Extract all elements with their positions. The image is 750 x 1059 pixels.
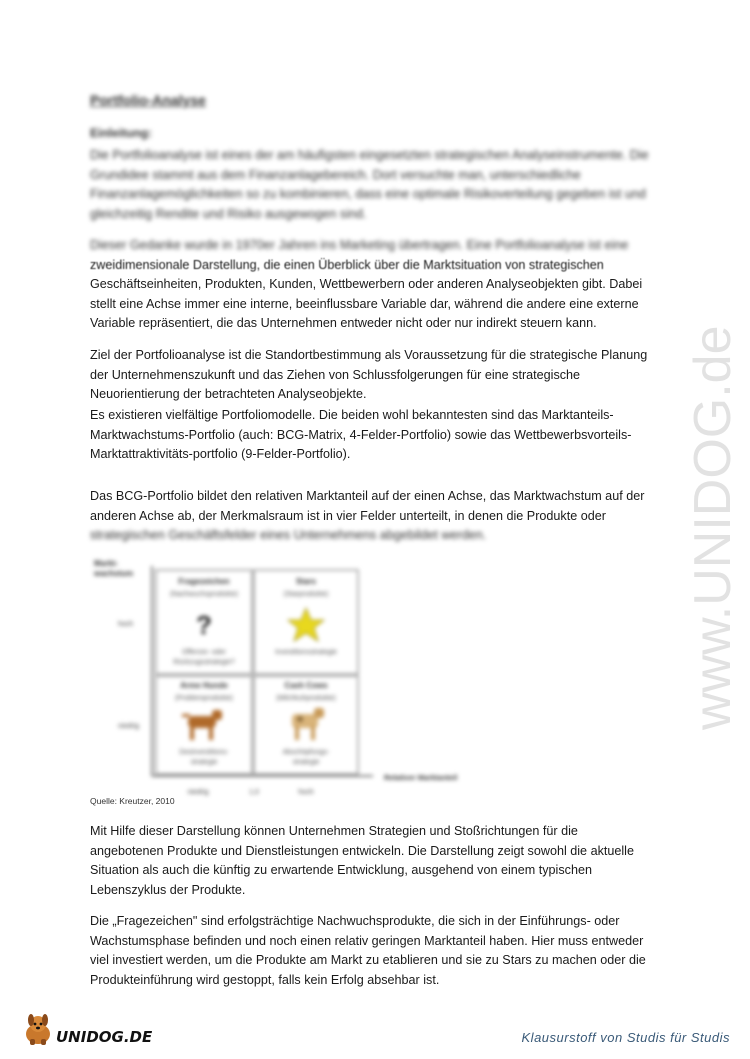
logo-svg	[22, 1012, 152, 1048]
cell-strategy-cows-2: strategie	[292, 759, 320, 766]
document-title: Portfolio-Analyse	[90, 92, 206, 108]
figure-source: Quelle: Kreutzer, 2010	[90, 796, 175, 806]
x-tick-mid: 1,0	[249, 789, 259, 796]
y-axis-label-2: wachstum	[94, 569, 134, 578]
paragraph-question-marks: Die „Fragezeichen" sind erfolgsträchtige Nachwuchsprodukte, die sich in der Einführungs- oder Wachstumsphase befinden und noch einen relativ geringen Marktanteil haben. Hier muss entweder viel investiert werden, um die Produkte am Markt zu etablieren und sie zu Stars zu machen oder die Produkteinführung wird gestoppt, falls kein Erfolg absehbar ist.	[90, 914, 646, 987]
cell-strategy-question-1: Offensiv- oder	[182, 649, 226, 656]
x-tick-low: niedrig	[187, 789, 209, 796]
bcg-matrix-figure	[88, 556, 478, 806]
paragraph-strategies: Mit Hilfe dieser Darstellung können Unternehmen Strategien und Stoßrichtungen für die angebotenen Produkte und Dienstleistungen entwickeln. Die Darstellung zeigt sowohl die aktuelle Situation als auch die künftig zu erwartende Entwicklung, ausgehend von einem typischen Lebenszyklus der Produkte.	[90, 824, 634, 897]
paragraph-bcg: Das BCG-Portfolio bildet den relativen Marktanteil auf der einen Achse, das Marktwachstum auf der anderen Achse ab, der Merkmalsraum ist in vier Felder unterteilt, in denen die Produkte oder strategischen Geschäftsfelder eines Unternehmens abgebildet werden.	[90, 489, 645, 543]
cell-title-dogs: Arme Hunde	[180, 681, 228, 690]
cell-title-stars: Stars	[295, 577, 317, 586]
cell-strategy-stars: Investitionsstrategie	[275, 649, 337, 656]
x-axis-label: Relativer Marktanteil	[384, 773, 458, 782]
cell-strategy-dogs-1: Desinvestitions-	[179, 749, 229, 756]
cell-title-cows: Cash Cows	[284, 681, 328, 690]
watermark	[670, 300, 750, 740]
cell-sub-cows: (Milchkuhprodukte)	[276, 695, 336, 702]
y-tick-low: niedrig	[118, 723, 140, 730]
dog-mascot-icon	[26, 1014, 50, 1045]
watermark-text: www.UNIDOG.de	[684, 325, 742, 730]
paragraph-goal: Ziel der Portfolioanalyse ist die Standortbestimmung als Voraussetzung für die strategische Planung der Unternehmenszukunft und das Ziehen von Schlussfolgerungen für eine strategische Neuorientierung der betrachteten Analyseobjekte.	[90, 348, 648, 402]
y-axis-label-1: Markt-	[94, 559, 119, 568]
paragraph-models: Es existieren vielfältige Portfoliomodelle. Die beiden wohl bekanntesten sind das Marktanteils- Marktwachstums-Portfolio (auch: BCG-Matrix, 4-Felder-Portfolio) sowie das Wettbewerbsvorteils- Marktattraktivitäts-portfolio (9-Felder-Portfolio).	[90, 408, 632, 462]
cell-sub-question: (Nachwuchsprodukte)	[169, 591, 239, 598]
paragraph-marketing: Dieser Gedanke wurde in 1970er Jahren ins Marketing übertragen. Eine Portfolioanalyse ist eine zweidimensionale Darstellung, die einen Überblick über die Marktsituation von strategischen Geschäftseinheiten, Produkten, Kunden, Wettbewerbern oder anderen Analyseobjekten gibt. Dabei stellt eine Achse immer eine interne, beeinflussbare Variable dar, während die andere eine externe Variable repräsentiert, die das Unternehmen entweder nicht oder nur indirekt steuern kann.	[90, 238, 643, 331]
question-mark-icon: ?	[196, 610, 212, 640]
paragraph-intro: Die Portfolioanalyse ist eines der am häufigsten eingesetzten strategischen Analyseinstrumente. Die Grundidee stammt aus dem Finanzanlagebereich. Dort versuchte man, unterschiedliche Finanzanlagemöglichkeiten so zu kombinieren, dass eine optimale Risikoverteilung gegeben ist und gleichzeitig Rendite und Risiko ausgewogen sind.	[90, 148, 649, 221]
y-tick-high: hoch	[118, 621, 134, 628]
cell-sub-stars: (Starprodukte)	[283, 591, 329, 598]
cell-strategy-dogs-2: strategie	[190, 759, 218, 766]
watermark-svg	[670, 300, 750, 740]
cell-strategy-cows-1: Abschöpfungs-	[282, 749, 330, 756]
cell-title-question: Fragezeichen	[178, 577, 230, 586]
bcg-matrix-svg	[88, 556, 478, 806]
logo-text: UNIDOG.DE	[56, 1028, 152, 1046]
cell-strategy-question-2: Rückzugsstrategie?	[173, 659, 235, 666]
intro-heading: Einleitung:	[90, 126, 152, 140]
cell-sub-dogs: (Problemprodukte)	[175, 695, 233, 702]
unidog-logo	[22, 1012, 152, 1048]
footer-tagline: Klausurstoff von Studis für Studis	[521, 1030, 730, 1045]
x-tick-high: hoch	[298, 789, 314, 796]
